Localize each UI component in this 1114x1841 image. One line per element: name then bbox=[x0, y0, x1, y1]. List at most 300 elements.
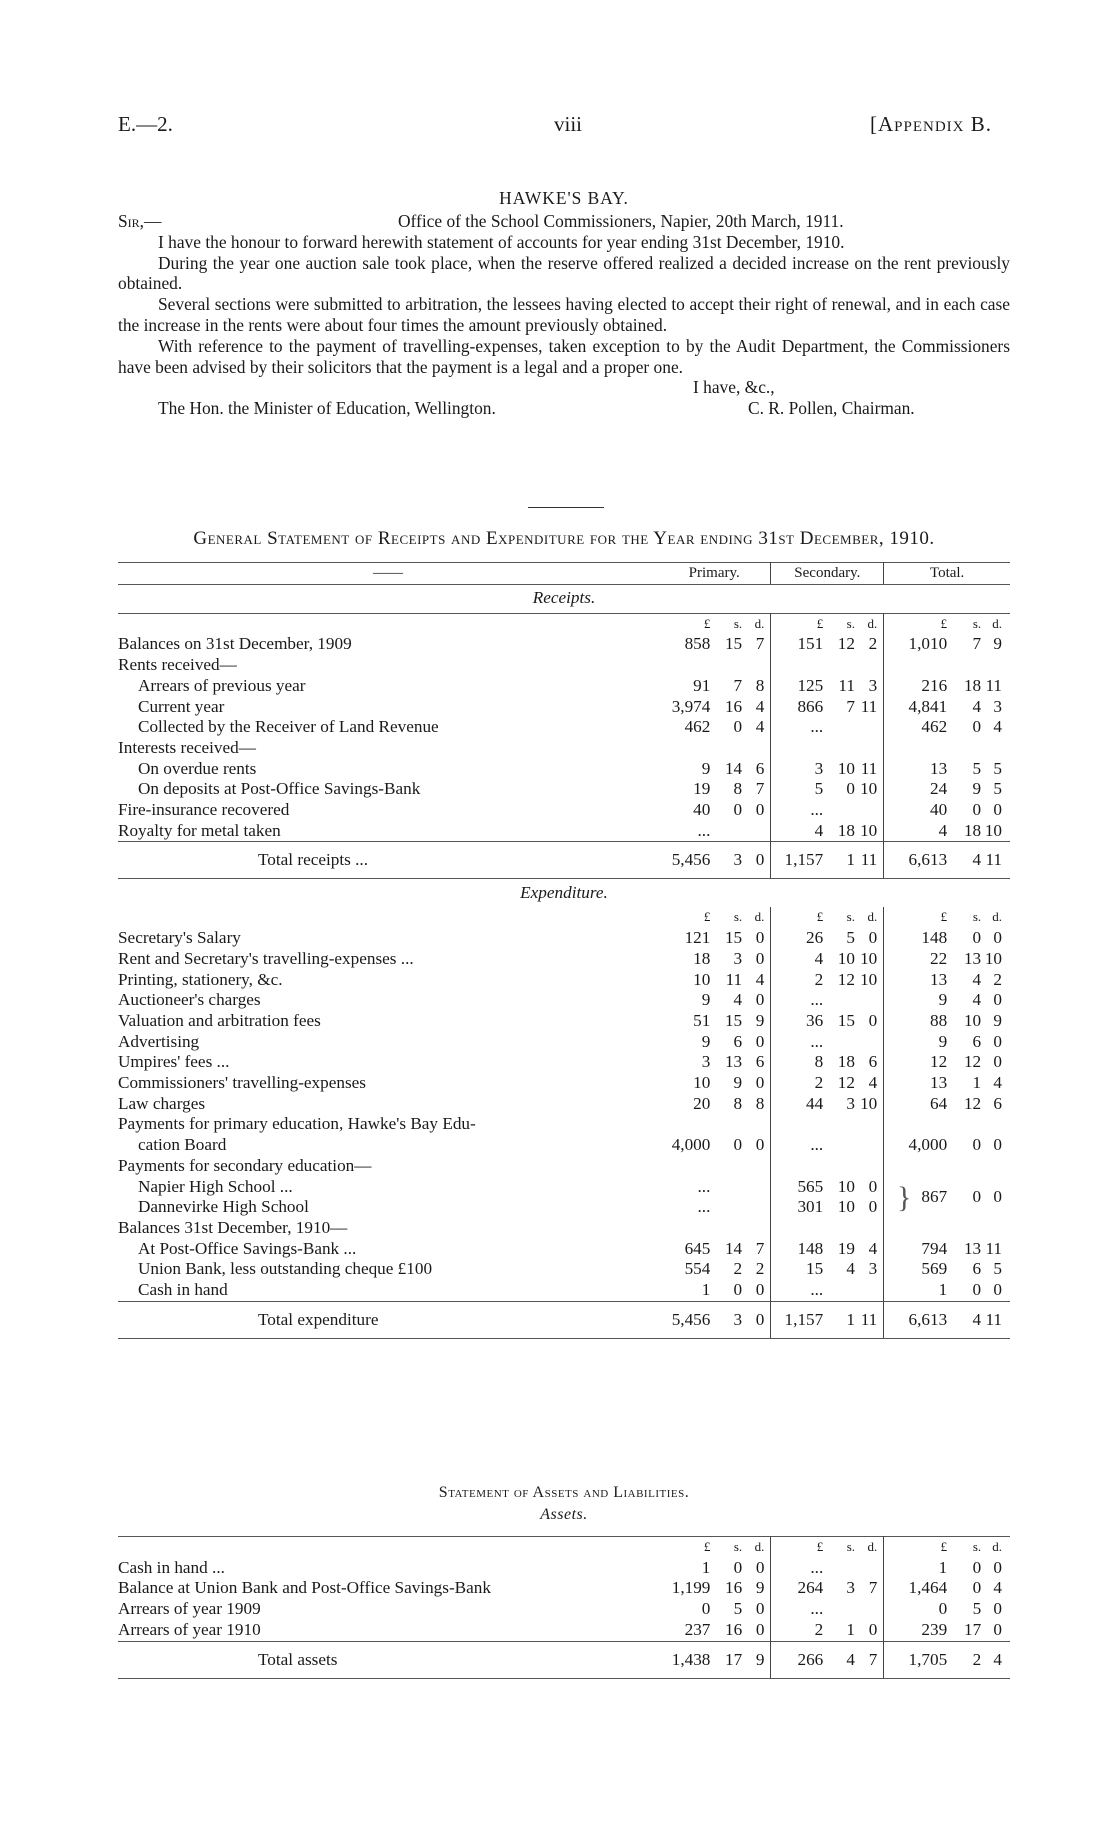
letter-paragraph: Several sections were submitted to arbitration, the lessees having elected to accept their right of renewal, and in each case the increase in the rents were about four times the amount previously obtained. bbox=[118, 294, 1010, 335]
row-label: Interests received— bbox=[118, 737, 256, 757]
row-label: Auctioneer's charges bbox=[118, 990, 261, 1010]
secondary-amount-cell: 2 bbox=[814, 1073, 824, 1093]
total-amount-cell: 13 bbox=[963, 1238, 982, 1258]
currency-unit-row bbox=[118, 613, 1010, 634]
secondary-amount-cell: 44 bbox=[806, 1093, 824, 1113]
primary-amount-cell: 1,438 bbox=[658, 1641, 713, 1678]
primary-amount-cell: 4 bbox=[733, 990, 743, 1010]
currency-unit-d: d. bbox=[855, 1537, 884, 1558]
currency-unit-s: s. bbox=[846, 909, 855, 925]
primary-amount-cell: 19 bbox=[693, 779, 711, 799]
secondary-amount-cell: 1 bbox=[846, 1619, 856, 1639]
total-amount-cell: 239 bbox=[921, 1619, 948, 1639]
total-amount-cell: 13 bbox=[929, 969, 948, 989]
row-label: Napier High School ... bbox=[138, 1176, 293, 1196]
total-amount-cell: 4,841 bbox=[908, 696, 948, 716]
primary-amount-cell: 9 bbox=[742, 1578, 771, 1599]
primary-amount-cell: 17 bbox=[713, 1641, 742, 1678]
statement-title: General Statement of Receipts and Expenditure for the Year ending 31st December, 1910. bbox=[193, 528, 935, 549]
primary-amount-cell: 5,456 bbox=[658, 842, 713, 879]
row-label: Umpires' fees ... bbox=[118, 1052, 230, 1072]
table-row bbox=[118, 676, 1010, 697]
currency-unit-p: £ bbox=[658, 613, 713, 634]
row-label: Royalty for metal taken bbox=[118, 820, 281, 840]
total-amount-cell: 1,705 bbox=[884, 1641, 950, 1678]
currency-unit-d: d. bbox=[855, 907, 884, 928]
secondary-amount-cell: 15 bbox=[837, 1010, 855, 1030]
secondary-amount-cell bbox=[855, 1558, 884, 1579]
secondary-amount-cell: 10 bbox=[855, 821, 884, 842]
secondary-amount-cell bbox=[855, 1032, 884, 1053]
secondary-amount-cell bbox=[855, 717, 884, 738]
row-label bbox=[118, 907, 658, 928]
table-row bbox=[118, 1156, 1010, 1177]
total-amount-cell: 11 bbox=[981, 1301, 1010, 1338]
secondary-amount-cell bbox=[771, 1156, 826, 1177]
primary-amount-cell: 16 bbox=[724, 696, 743, 716]
secondary-amount-cell: 4 bbox=[846, 1259, 855, 1279]
table-row bbox=[118, 1259, 1010, 1280]
secondary-amount-cell: 3 bbox=[846, 1578, 856, 1598]
primary-amount-cell: 237 bbox=[684, 1619, 711, 1639]
page-number: viii bbox=[554, 112, 583, 136]
column-header-primary: Primary. bbox=[658, 563, 771, 585]
secondary-amount-cell bbox=[826, 1599, 855, 1620]
currency-unit-d: d. bbox=[855, 613, 884, 634]
currency-unit-d: d. bbox=[742, 1537, 771, 1558]
total-amount-cell: 5 bbox=[972, 758, 982, 778]
primary-amount-cell: 0 bbox=[733, 1557, 743, 1577]
primary-amount-cell: 0 bbox=[733, 1135, 743, 1155]
primary-amount-cell: 4 bbox=[742, 717, 771, 738]
currency-unit-d: d. bbox=[992, 909, 1002, 925]
letter-paragraph: I have the honour to forward herewith statement of accounts for year ending 31st December, 1910. bbox=[158, 231, 845, 252]
total-amount-cell: 18 bbox=[963, 820, 982, 840]
primary-amount-cell: 0 bbox=[742, 842, 771, 879]
total-amount-cell: 0 bbox=[993, 1619, 1002, 1639]
total-amount-cell bbox=[884, 1177, 950, 1218]
total-amount-cell: 10 bbox=[984, 948, 1002, 968]
primary-amount-cell bbox=[742, 1114, 771, 1135]
total-amount-cell: 9 bbox=[938, 1031, 948, 1051]
secondary-amount-cell: 0 bbox=[855, 1620, 884, 1641]
total-amount-cell bbox=[981, 1218, 1010, 1239]
total-amount-cell: 148 bbox=[921, 928, 948, 948]
row-label: Arrears of year 1909 bbox=[118, 1599, 261, 1619]
total-amount-cell: 0 bbox=[972, 1135, 982, 1155]
secondary-amount-cell: 4 bbox=[814, 820, 824, 840]
primary-amount-cell: ... bbox=[697, 820, 711, 840]
total-amount-cell bbox=[981, 655, 1010, 676]
primary-amount-cell: 1,199 bbox=[671, 1578, 711, 1598]
table-row bbox=[118, 1280, 1010, 1301]
table-row bbox=[118, 970, 1010, 991]
letter-region-title: HAWKE'S BAY. bbox=[499, 188, 629, 208]
row-label: Dannevirke High School bbox=[138, 1197, 309, 1217]
currency-unit-s: s. bbox=[826, 613, 855, 634]
currency-unit-p: £ bbox=[658, 1537, 713, 1558]
total-amount-cell: 462 bbox=[921, 717, 948, 737]
secondary-amount-cell: 10 bbox=[855, 1094, 884, 1115]
letter-closing: I have, &c., bbox=[693, 377, 775, 398]
total-amount-cell: 0 bbox=[993, 1186, 1002, 1206]
primary-amount-cell: 16 bbox=[724, 1578, 743, 1598]
secondary-amount-cell: 12 bbox=[837, 1073, 855, 1093]
row-label: Current year bbox=[138, 696, 225, 716]
primary-amount-cell: 0 bbox=[742, 1073, 771, 1094]
letter-address: Office of the School Commissioners, Napier, 20th March, 1911. bbox=[398, 210, 844, 231]
document-code: E.—2. bbox=[118, 112, 173, 136]
table-row bbox=[118, 1094, 1010, 1115]
receipts-heading-row bbox=[118, 584, 1010, 613]
secondary-amount-cell: ... bbox=[810, 1280, 824, 1300]
primary-amount-cell bbox=[658, 1156, 713, 1177]
total-amount-cell: 0 bbox=[993, 990, 1002, 1010]
primary-amount-cell: 0 bbox=[742, 990, 771, 1011]
secondary-amount-cell: 3 bbox=[846, 1093, 855, 1113]
secondary-amount-cell bbox=[826, 1135, 855, 1156]
primary-amount-cell: 15 bbox=[724, 928, 743, 948]
total-amount-cell: 10 bbox=[963, 1010, 982, 1030]
secondary-amount-cell: 148 bbox=[797, 1238, 824, 1258]
total-amount-cell: 7 bbox=[972, 634, 982, 654]
primary-amount-cell: 3,974 bbox=[671, 696, 711, 716]
total-amount-cell bbox=[981, 1114, 1010, 1135]
secondary-amount-cell: 151 bbox=[797, 634, 824, 654]
total-amount-cell: 0 bbox=[972, 1557, 982, 1577]
total-amount-cell: 0 bbox=[993, 1599, 1002, 1619]
table-row bbox=[118, 1073, 1010, 1094]
primary-amount-cell: 40 bbox=[693, 800, 711, 820]
total-amount-cell: 4 bbox=[993, 717, 1002, 737]
secondary-amount-cell bbox=[771, 655, 826, 676]
total-amount-cell: 0 bbox=[993, 1557, 1002, 1577]
primary-amount-cell: 858 bbox=[684, 634, 711, 654]
total-amount-cell: 4 bbox=[993, 1578, 1002, 1598]
primary-amount-cell: 9 bbox=[733, 1073, 743, 1093]
secondary-amount-cell: ... bbox=[810, 1135, 824, 1155]
total-amount-cell: 0 bbox=[972, 717, 982, 737]
row-label: Balances 31st December, 1910— bbox=[118, 1217, 348, 1237]
secondary-amount-cell bbox=[826, 738, 855, 759]
total-amount-cell: 1 bbox=[938, 1280, 948, 1300]
row-label: At Post-Office Savings-Bank ... bbox=[138, 1238, 357, 1258]
total-amount-cell: 216 bbox=[921, 675, 948, 695]
primary-amount-cell: 0 bbox=[733, 717, 743, 737]
table-row bbox=[118, 821, 1010, 842]
total-amount-cell bbox=[884, 1156, 950, 1177]
total-amount-cell: 4,000 bbox=[908, 1135, 948, 1155]
primary-amount-cell: 7 bbox=[742, 1239, 771, 1260]
secondary-amount-cell bbox=[855, 1135, 884, 1156]
total-amount-cell: 0 bbox=[972, 928, 982, 948]
total-amount-cell: 0 bbox=[993, 1135, 1002, 1155]
total-amount-cell: 11 bbox=[985, 1238, 1002, 1258]
secondary-amount-cell: 3 bbox=[855, 1259, 884, 1280]
primary-amount-cell: ... bbox=[697, 1176, 711, 1196]
primary-amount-cell bbox=[713, 1218, 742, 1239]
secondary-amount-cell: 12 bbox=[837, 969, 855, 989]
secondary-amount-cell: 15 bbox=[806, 1259, 824, 1279]
secondary-amount-cell: 26 bbox=[806, 928, 824, 948]
row-label: Payments for secondary education— bbox=[118, 1155, 372, 1175]
row-label: Union Bank, less outstanding cheque £100 bbox=[138, 1259, 433, 1279]
primary-amount-cell: 0 bbox=[742, 1280, 771, 1301]
total-amount-cell: 4 bbox=[938, 820, 948, 840]
secondary-amount-cell: 8 bbox=[814, 1052, 824, 1072]
total-amount-cell: 0 bbox=[972, 1578, 982, 1598]
total-amount-cell bbox=[950, 1156, 981, 1177]
secondary-amount-cell: 5 bbox=[814, 779, 824, 799]
primary-amount-cell: 11 bbox=[725, 969, 743, 989]
total-amount-cell: 4 bbox=[993, 1073, 1002, 1093]
total-amount-cell: 6 bbox=[972, 1259, 982, 1279]
total-amount-cell: 569 bbox=[921, 1259, 948, 1279]
primary-amount-cell bbox=[658, 655, 713, 676]
table-row bbox=[118, 1135, 1010, 1156]
secondary-amount-cell: ... bbox=[810, 800, 824, 820]
primary-amount-cell: 0 bbox=[742, 1620, 771, 1641]
total-amount-cell: 18 bbox=[963, 675, 982, 695]
primary-amount-cell: 8 bbox=[742, 1094, 771, 1115]
primary-amount-cell: 51 bbox=[693, 1010, 711, 1030]
expenditure-heading: Expenditure. bbox=[520, 883, 608, 903]
total-amount-cell bbox=[884, 1114, 950, 1135]
total-amount-cell: 12 bbox=[963, 1093, 982, 1113]
secondary-amount-cell: 12 bbox=[837, 634, 855, 654]
row-label: On deposits at Post-Office Savings-Bank bbox=[138, 779, 421, 799]
currency-unit-p: £ bbox=[884, 613, 950, 634]
primary-amount-cell: 0 bbox=[733, 1280, 743, 1300]
primary-amount-cell: 8 bbox=[733, 1093, 743, 1113]
secondary-amount-cell: 4 bbox=[814, 948, 824, 968]
secondary-amount-cell bbox=[771, 738, 826, 759]
row-label: Arrears of year 1910 bbox=[118, 1619, 261, 1639]
total-amount-cell: 5 bbox=[993, 1259, 1002, 1279]
table-row bbox=[118, 1218, 1010, 1239]
secondary-amount-cell bbox=[855, 990, 884, 1011]
section-divider bbox=[528, 507, 604, 508]
secondary-amount-cell bbox=[826, 1156, 855, 1177]
table-row bbox=[118, 1578, 1010, 1599]
secondary-amount-cell bbox=[826, 800, 855, 821]
secondary-amount-cell: 11 bbox=[855, 759, 884, 780]
secondary-amount-cell: 0 bbox=[846, 779, 855, 799]
secondary-amount-cell bbox=[855, 1156, 884, 1177]
primary-amount-cell: 0 bbox=[742, 1558, 771, 1579]
table-row bbox=[118, 634, 1010, 655]
secondary-amount-cell: 18 bbox=[837, 1052, 855, 1072]
table-row bbox=[118, 759, 1010, 780]
primary-amount-cell: 15 bbox=[724, 634, 743, 654]
primary-amount-cell bbox=[742, 1156, 771, 1177]
primary-amount-cell: 9 bbox=[742, 1641, 771, 1678]
total-amount-cell: 0 bbox=[972, 800, 982, 820]
row-label: Total receipts ... bbox=[118, 842, 658, 879]
primary-amount-cell: 7 bbox=[742, 779, 771, 800]
total-amount-cell bbox=[981, 738, 1010, 759]
total-amount-cell: 13 bbox=[929, 758, 948, 778]
column-header-row bbox=[118, 563, 1010, 585]
primary-amount-cell: 9 bbox=[701, 758, 711, 778]
total-amount-cell: 0 bbox=[972, 1280, 982, 1300]
total-amount-cell: 88 bbox=[929, 1010, 948, 1030]
total-amount-cell: 6,613 bbox=[884, 1301, 950, 1338]
secondary-amount-cell: 565 bbox=[797, 1176, 824, 1196]
total-amount-cell: 4 bbox=[972, 969, 982, 989]
assets-subheading: Assets. bbox=[540, 1506, 588, 1523]
primary-amount-cell: 0 bbox=[742, 800, 771, 821]
secondary-amount-cell: 4 bbox=[855, 1073, 884, 1094]
primary-amount-cell: 10 bbox=[693, 969, 711, 989]
table-row bbox=[118, 800, 1010, 821]
primary-amount-cell bbox=[658, 1218, 713, 1239]
primary-amount-cell bbox=[713, 821, 742, 842]
column-header-blank: —— bbox=[118, 563, 658, 585]
secondary-amount-cell: 10 bbox=[855, 779, 884, 800]
secondary-amount-cell: 1 bbox=[826, 842, 855, 879]
primary-amount-cell bbox=[742, 655, 771, 676]
total-amount-cell: 11 bbox=[985, 675, 1002, 695]
secondary-amount-cell: 2 bbox=[855, 634, 884, 655]
primary-amount-cell: 1 bbox=[701, 1280, 711, 1300]
primary-amount-cell: 5,456 bbox=[658, 1301, 713, 1338]
primary-amount-cell: 8 bbox=[742, 676, 771, 697]
secondary-amount-cell: 10 bbox=[837, 758, 855, 778]
total-amount-cell bbox=[884, 655, 950, 676]
secondary-amount-cell: 264 bbox=[797, 1578, 824, 1598]
primary-amount-cell: 13 bbox=[724, 1052, 743, 1072]
primary-amount-cell: 0 bbox=[701, 1599, 711, 1619]
total-amount-cell: 40 bbox=[929, 800, 948, 820]
letter-closing-line bbox=[118, 377, 1010, 398]
total-amount-cell bbox=[950, 738, 981, 759]
currency-unit-s: s. bbox=[733, 909, 743, 925]
row-label: Cash in hand ... bbox=[118, 1557, 225, 1577]
primary-amount-cell bbox=[713, 738, 742, 759]
total-amount-cell: 4 bbox=[950, 842, 981, 879]
total-amount-cell: 0 bbox=[993, 1031, 1002, 1051]
secondary-amount-cell: 4 bbox=[855, 1239, 884, 1260]
table-row bbox=[118, 1197, 1010, 1218]
table-row bbox=[118, 1177, 1010, 1198]
row-label bbox=[118, 613, 658, 634]
secondary-amount-cell: 1,157 bbox=[771, 842, 826, 879]
table-row bbox=[118, 928, 1010, 949]
secondary-amount-cell: 10 bbox=[837, 948, 855, 968]
primary-amount-cell: 18 bbox=[693, 948, 711, 968]
primary-amount-cell: 9 bbox=[701, 1031, 711, 1051]
primary-amount-cell: 9 bbox=[742, 1011, 771, 1032]
row-label: Balances on 31st December, 1909 bbox=[118, 634, 352, 654]
secondary-amount-cell: 36 bbox=[806, 1010, 824, 1030]
total-amount-cell: 0 bbox=[993, 1280, 1002, 1300]
secondary-amount-cell bbox=[826, 1280, 855, 1301]
table-row bbox=[118, 949, 1010, 970]
table-row bbox=[118, 1641, 1010, 1678]
table-row bbox=[118, 717, 1010, 738]
row-label: Cash in hand bbox=[138, 1280, 228, 1300]
primary-amount-cell: 15 bbox=[724, 1010, 743, 1030]
table-row bbox=[118, 842, 1010, 879]
secondary-amount-cell: 7 bbox=[846, 696, 855, 716]
secondary-amount-cell: 10 bbox=[855, 970, 884, 991]
secondary-amount-cell: 266 bbox=[771, 1641, 826, 1678]
currency-unit-p: £ bbox=[816, 909, 824, 925]
currency-unit-p: £ bbox=[703, 909, 711, 925]
table-row bbox=[118, 1558, 1010, 1579]
total-amount-cell: 4 bbox=[972, 696, 982, 716]
table-row bbox=[118, 1620, 1010, 1641]
primary-amount-cell bbox=[742, 1218, 771, 1239]
primary-amount-cell bbox=[658, 738, 713, 759]
letter-salutation: Sir,— bbox=[118, 210, 162, 231]
currency-unit-s: s. bbox=[713, 613, 742, 634]
currency-unit-s: s. bbox=[950, 613, 981, 634]
secondary-amount-cell: 866 bbox=[797, 696, 824, 716]
row-label: Law charges bbox=[118, 1093, 206, 1113]
letter-signature: C. R. Pollen, Chairman. bbox=[748, 398, 915, 419]
primary-amount-cell: 14 bbox=[724, 1238, 743, 1258]
row-label: Rent and Secretary's travelling-expenses ... bbox=[118, 948, 414, 968]
receipts-heading: Receipts. bbox=[532, 588, 596, 608]
secondary-amount-cell: 0 bbox=[855, 1197, 884, 1218]
total-amount-cell: 4 bbox=[950, 1301, 981, 1338]
high-schools-total: 867 bbox=[921, 1186, 948, 1206]
primary-amount-cell bbox=[713, 1177, 742, 1198]
table-row bbox=[118, 1114, 1010, 1135]
assets-table bbox=[118, 1536, 1010, 1679]
primary-amount-cell: 9 bbox=[701, 990, 711, 1010]
row-label: Rents received— bbox=[118, 655, 237, 675]
secondary-amount-cell: 5 bbox=[846, 928, 855, 948]
primary-amount-cell bbox=[742, 821, 771, 842]
secondary-amount-cell: 301 bbox=[797, 1197, 824, 1217]
primary-amount-cell: 20 bbox=[693, 1093, 711, 1113]
total-amount-cell bbox=[950, 1114, 981, 1135]
secondary-amount-cell: 1 bbox=[826, 1301, 855, 1338]
currency-unit-d: d. bbox=[981, 613, 1010, 634]
primary-amount-cell bbox=[742, 738, 771, 759]
row-label: Total assets bbox=[118, 1641, 658, 1678]
secondary-amount-cell: 19 bbox=[837, 1238, 855, 1258]
total-amount-cell: 5 bbox=[993, 758, 1002, 778]
secondary-amount-cell bbox=[826, 1032, 855, 1053]
primary-amount-cell: 0 bbox=[742, 1599, 771, 1620]
secondary-amount-cell: 0 bbox=[855, 928, 884, 949]
primary-amount-cell bbox=[658, 1114, 713, 1135]
primary-amount-cell bbox=[713, 1114, 742, 1135]
row-label: Printing, stationery, &c. bbox=[118, 969, 283, 989]
row-label: Total expenditure bbox=[118, 1301, 658, 1338]
secondary-amount-cell: 11 bbox=[855, 697, 884, 718]
table-row bbox=[118, 655, 1010, 676]
column-header-total: Total. bbox=[884, 563, 1010, 585]
total-amount-cell: 12 bbox=[963, 1052, 982, 1072]
secondary-amount-cell: ... bbox=[810, 990, 824, 1010]
primary-amount-cell: 554 bbox=[684, 1259, 711, 1279]
secondary-amount-cell bbox=[855, 800, 884, 821]
currency-unit-p: £ bbox=[771, 613, 826, 634]
secondary-amount-cell: 18 bbox=[837, 820, 855, 840]
total-amount-cell: 11 bbox=[981, 842, 1010, 879]
table-row bbox=[118, 1599, 1010, 1620]
secondary-amount-cell: 10 bbox=[837, 1197, 855, 1217]
row-label: Valuation and arbitration fees bbox=[118, 1010, 321, 1030]
brace-icon: } bbox=[896, 1180, 912, 1214]
letter-paragraph: During the year one auction sale took place, when the reserve offered realized a decided increase on the rent previously obtained. bbox=[118, 252, 1010, 294]
primary-amount-cell: 0 bbox=[742, 928, 771, 949]
